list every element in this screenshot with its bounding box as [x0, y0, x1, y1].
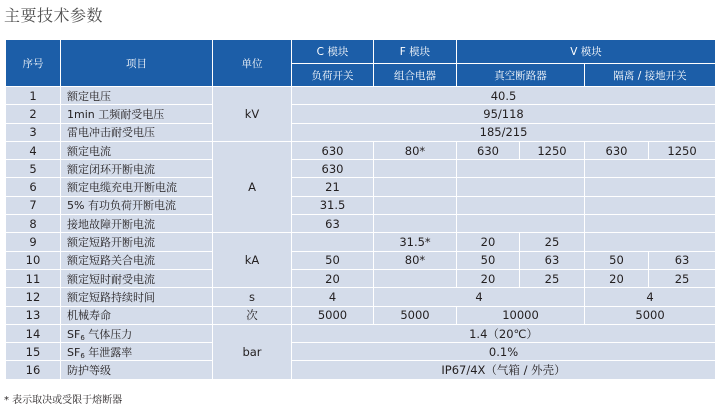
header-v-module: V 模块: [457, 40, 716, 64]
row-unit: 次: [213, 306, 292, 324]
cell-v1b: 63: [520, 251, 585, 269]
table-row: [6, 343, 716, 361]
cell-c: 20: [292, 269, 374, 287]
row-unit: s: [213, 288, 292, 306]
row-item: 额定电压: [61, 87, 213, 105]
cell-c: 630: [292, 141, 374, 159]
cell-v2a: 50: [585, 251, 649, 269]
table-row: [6, 141, 716, 159]
row-number: 5: [6, 160, 61, 178]
cell-v2: 4: [585, 288, 716, 306]
cell-f: 5000: [374, 306, 457, 324]
table-row: [6, 306, 716, 324]
cell-v2b: 63: [649, 251, 716, 269]
row-number: 6: [6, 178, 61, 196]
header-combination: 组合电器: [374, 64, 457, 87]
row-number: 10: [6, 251, 61, 269]
cell-f: 80*: [374, 141, 457, 159]
cell-v2: [585, 215, 716, 233]
cell-f: [374, 269, 457, 287]
cell-v2b: 25: [649, 269, 716, 287]
cell-v1: [457, 178, 585, 196]
cell-v1a: 630: [457, 141, 520, 159]
row-value: 0.1%: [292, 343, 716, 361]
table-row: [6, 269, 716, 287]
row-item: 额定短路关合电流: [61, 251, 213, 269]
cell-v2b: 1250: [649, 141, 716, 159]
row-number: 7: [6, 196, 61, 214]
cell-f: [374, 160, 457, 178]
cell-v1b: 1250: [520, 141, 585, 159]
cell-v1a: 20: [457, 269, 520, 287]
cell-v2: [585, 196, 716, 214]
row-value: 95/118: [292, 105, 716, 123]
row-number: 1: [6, 87, 61, 105]
footnote: * 表示取决或受限于熔断器: [4, 395, 123, 406]
row-item: 额定短时耐受电流: [61, 269, 213, 287]
row-number: 9: [6, 233, 61, 251]
header-c-module: C 模块: [292, 40, 374, 64]
cell-v2: 5000: [585, 306, 716, 324]
cell-v1: [457, 160, 585, 178]
header-seq: 序号: [6, 40, 61, 87]
row-item: 机械寿命: [61, 306, 213, 324]
row-number: 3: [6, 123, 61, 141]
cell-f: [374, 178, 457, 196]
page-title: 主要技术参数: [4, 6, 104, 25]
row-value: 1.4（20℃）: [292, 324, 716, 342]
table-row: [6, 160, 716, 178]
cell-v1: [457, 215, 585, 233]
row-item: 额定电缆充电开断电流: [61, 178, 213, 196]
row-value: IP67/4X（气箱 / 外壳）: [292, 361, 716, 379]
row-unit: A: [213, 141, 292, 232]
cell-c: 5000: [292, 306, 374, 324]
row-number: 11: [6, 269, 61, 287]
table-row: [6, 288, 716, 306]
cell-v1a: 20: [457, 233, 520, 251]
row-item: $SF_6$ 年泄露率: [61, 343, 213, 361]
header-f-module: F 模块: [374, 40, 457, 64]
header-load-switch: 负荷开关: [292, 64, 374, 87]
row-value: 40.5: [292, 87, 716, 105]
cell-v1: 4: [374, 288, 585, 306]
row-number: 16: [6, 361, 61, 379]
cell-v2: [585, 178, 716, 196]
row-value: 185/215: [292, 123, 716, 141]
cell-v1: 10000: [457, 306, 585, 324]
row-number: 13: [6, 306, 61, 324]
row-number: 8: [6, 215, 61, 233]
row-item: 1min 工频耐受电压: [61, 105, 213, 123]
cell-c: [292, 233, 374, 251]
row-item: 5% 有功负荷开断电流: [61, 196, 213, 214]
row-number: 2: [6, 105, 61, 123]
row-unit: bar: [213, 324, 292, 379]
cell-v1b: 25: [520, 233, 585, 251]
row-item: 防护等级: [61, 361, 213, 379]
row-item: 雷电冲击耐受电压: [61, 123, 213, 141]
cell-f: 80*: [374, 251, 457, 269]
table-row: [6, 196, 716, 214]
header-vacuum-breaker: 真空断路器: [457, 64, 585, 87]
header-unit: 单位: [213, 40, 292, 87]
row-unit: kA: [213, 233, 292, 288]
row-item: $SF_6$ 气体压力: [61, 324, 213, 342]
row-item: 额定短路开断电流: [61, 233, 213, 251]
cell-v2: [585, 233, 716, 251]
spec-table: [5, 39, 716, 380]
table-row: [6, 87, 716, 105]
cell-v1b: 25: [520, 269, 585, 287]
cell-v1a: 50: [457, 251, 520, 269]
cell-c: 21: [292, 178, 374, 196]
row-item: 接地故障开断电流: [61, 215, 213, 233]
row-unit: kV: [213, 87, 292, 142]
cell-f: [374, 196, 457, 214]
table-row: [6, 123, 716, 141]
cell-c: 63: [292, 215, 374, 233]
cell-c: 50: [292, 251, 374, 269]
cell-c: 630: [292, 160, 374, 178]
cell-f: 31.5*: [374, 233, 457, 251]
row-number: 15: [6, 343, 61, 361]
header-item: 项目: [61, 40, 213, 87]
row-number: 12: [6, 288, 61, 306]
table-row: [6, 105, 716, 123]
row-item: 额定闭环开断电流: [61, 160, 213, 178]
table-row: [6, 251, 716, 269]
cell-v1: [457, 196, 585, 214]
row-number: 14: [6, 324, 61, 342]
cell-f: [374, 215, 457, 233]
table-row: [6, 178, 716, 196]
row-number: 4: [6, 141, 61, 159]
table-row: [6, 324, 716, 342]
cell-v2: [585, 160, 716, 178]
cell-c: 31.5: [292, 196, 374, 214]
row-item: 额定短路持续时间: [61, 288, 213, 306]
cell-v2a: 630: [585, 141, 649, 159]
header-disconnector: 隔离 / 接地开关: [585, 64, 716, 87]
table-row: [6, 215, 716, 233]
cell-c: 4: [292, 288, 374, 306]
cell-v2a: 20: [585, 269, 649, 287]
table-row: [6, 233, 716, 251]
table-row: [6, 361, 716, 379]
row-item: 额定电流: [61, 141, 213, 159]
